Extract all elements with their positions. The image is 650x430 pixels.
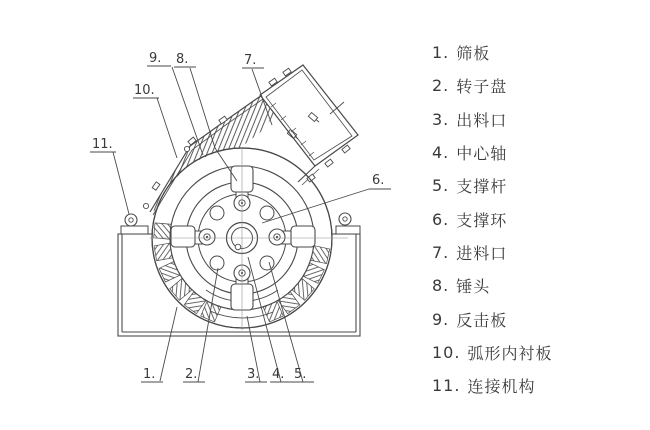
legend-item bbox=[432, 269, 644, 302]
legend-item bbox=[432, 136, 644, 169]
callout-label: 2. bbox=[185, 367, 198, 382]
legend-label: 连接机构 bbox=[467, 377, 536, 397]
callout-label: 6. bbox=[372, 173, 385, 188]
legend-label: 锤头 bbox=[456, 277, 491, 297]
legend-label: 出料口 bbox=[456, 110, 508, 130]
callout-label: 3. bbox=[247, 367, 260, 382]
legend-label: 筛板 bbox=[456, 44, 491, 64]
callout-label: 1. bbox=[143, 367, 156, 382]
legend-item bbox=[432, 336, 644, 369]
legend-num: 4. bbox=[432, 143, 450, 163]
legend-item bbox=[432, 36, 644, 69]
legend-num: 2. bbox=[432, 76, 450, 96]
legend-item bbox=[432, 69, 644, 102]
legend-label: 转子盘 bbox=[456, 77, 508, 97]
callout-label: 8. bbox=[176, 52, 189, 67]
left-hinge-bracket bbox=[121, 214, 148, 234]
legend-num: 5. bbox=[432, 176, 450, 196]
legend-label: 弧形内衬板 bbox=[467, 343, 553, 363]
legend-label: 反击板 bbox=[456, 310, 508, 330]
legend-label: 支撑环 bbox=[456, 210, 508, 230]
legend-num: 6. bbox=[432, 209, 450, 229]
legend-label: 进料口 bbox=[456, 243, 508, 263]
callout-1 bbox=[141, 307, 177, 382]
legend-num: 8. bbox=[432, 276, 450, 296]
legend-label: 中心轴 bbox=[456, 144, 508, 164]
legend-item bbox=[432, 302, 644, 335]
callout-label: 9. bbox=[149, 51, 162, 66]
legend-num: 9. bbox=[432, 309, 450, 329]
shaft-keyway bbox=[235, 244, 241, 250]
legend-label: 支撑杆 bbox=[456, 177, 508, 197]
callout-label: 4. bbox=[272, 367, 285, 382]
legend-item bbox=[432, 169, 644, 202]
hammer-pivot-bolt bbox=[269, 229, 285, 245]
hammer-pivot-bolt bbox=[199, 229, 215, 245]
callout-label: 7. bbox=[244, 53, 257, 68]
callout-label: 10. bbox=[134, 83, 155, 98]
legend-num: 10. bbox=[432, 342, 461, 362]
legend-item bbox=[432, 236, 644, 269]
callout-label: 11. bbox=[92, 137, 113, 152]
callout-10 bbox=[133, 83, 177, 158]
legend-num: 11. bbox=[432, 376, 461, 396]
callout-label: 5. bbox=[294, 367, 307, 382]
legend-num: 1. bbox=[432, 43, 450, 63]
legend-num: 3. bbox=[432, 109, 450, 129]
legend-panel bbox=[432, 36, 644, 402]
legend-num: 7. bbox=[432, 242, 450, 262]
legend-item bbox=[432, 103, 644, 136]
right-hinge-bracket bbox=[336, 213, 360, 234]
callout-11 bbox=[90, 137, 129, 214]
legend-item bbox=[432, 369, 644, 402]
legend-item bbox=[432, 202, 644, 235]
